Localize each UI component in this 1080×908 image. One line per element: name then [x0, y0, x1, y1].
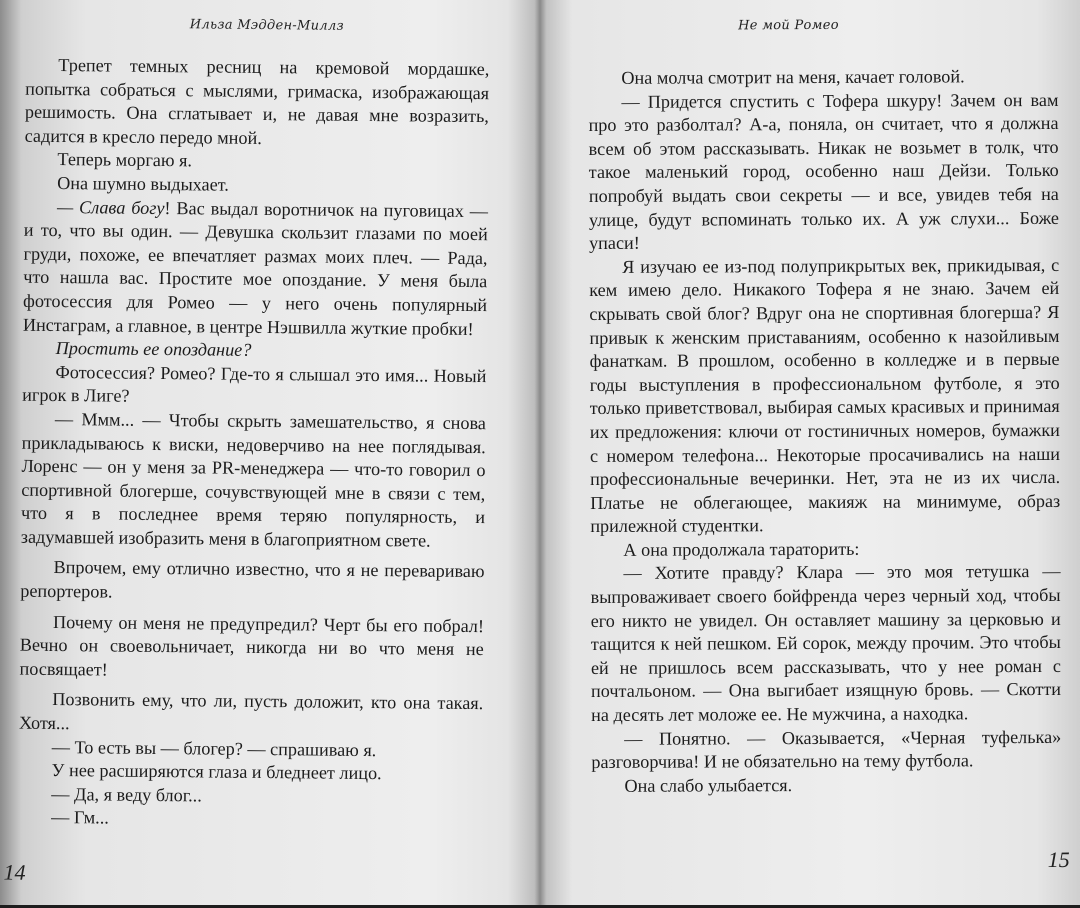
paragraph: — Слава богу! Вас выдал воротничок на пуговицах — и то, что вы один. — Девушка скользит глазами по моей груди, похоже, ее впечатляет размах моих плеч. — Рада, что нашла вас. Простите мое опоздание. У меня была фотосессия для Ромео — у него очень популярный Инстаграм, а главное, в центре Нэшвилла жуткие пробки! — [22, 196, 489, 339]
paragraph: А она продолжала тараторить: — [623, 538, 860, 560]
right-page — [548, 0, 1080, 906]
page-number: 14 — [3, 859, 26, 885]
paragraph: Простить ее опоздание? — [55, 338, 252, 361]
paragraph: — Придется спустить с Тофера шкуру! Зачем он вам про это разболтал? А-а, поняла, он считает, что я должна всем об этом рассказывать. Никак не возьмет в толк, что такое маленький город, особенно наш Дейзи. Только попробуй выдать свои секреты — и все, увидев тебя на улице, будут вспоминать только их. А уж слухи... Боже упаси! — [588, 89, 1059, 254]
paragraph: Она слабо улыбается. — [624, 774, 793, 796]
left-page-text — [18, 54, 489, 834]
paragraph: Почему он меня не предупредил? Черт бы его побрал! Вечно он своевольничает, никогда ни во что меня не посвящает! — [19, 611, 485, 680]
paragraph: У нее расширяются глаза и бледнеет лицо. — [51, 760, 382, 784]
paragraph: — То есть вы — блогер? — спрашиваю я. — [51, 736, 377, 760]
paragraph: Я изучаю ее из-под полуприкрытых век, прикидывая, с кем имею дело. Никакого Тофера я не знаю. Зачем ей скрывать свой блог? Вдруг она не спортивная блогерша? Я привык к женским приставаниям, особенно к назойливым фанаткам. В прошлом, особенно в колледже и в первые годы выступления в профессиональном футболе, я это только приветствовал, выбирая самых красивых и принимая их предложения: ключи от гостиничных номеров, бумажки с номером телефона... Некоторые просачивались на наши профессиональные вечеринки. Нет, эта не из их числа. Платье не облегающее, макияж на минимуме, образ прилежной студентки. — [589, 254, 1061, 537]
paragraph: Трепет темных ресниц на кремовой мордашке, попытка собраться с мыслями, гримаска, изображающая решимость. Она сглатывает и, не давая мне возразить, садится в кресло передо мной. — [24, 55, 490, 148]
running-head-author: Ильза Мэдден-Миллз — [189, 17, 344, 34]
paragraph: — Гм... — [51, 807, 109, 828]
paragraph: — Хотите правду? Клара — это моя тетушка — выпроваживает своего бойфренда через черный ход, чтобы его никто не увидел. Он оставляет машину за церковью и тащится к ней пешком. Ей сорок, между прочим. Это чтобы ей не пришлось всем рассказывать, что у нее роман с почтальоном. — Она выгибает изящную бровь. — Скотти на десять лет моложе ее. Не мужчина, а находка. — [590, 561, 1062, 726]
paragraph: — Да, я веду блог... — [51, 783, 202, 806]
page-number: 15 — [1047, 846, 1070, 872]
paragraph: — Понятно. — Оказывается, «Черная туфелька» разговорчива! И не обязательно на тему футбола. — [591, 726, 1062, 773]
paragraph: Теперь моргаю я. — [57, 149, 193, 171]
paragraph: Позвонить ему, что ли, пусть доложит, кто она такая. Хотя... — [18, 689, 484, 734]
paragraph: Она молча смотрит на меня, качает головой. — [621, 66, 965, 88]
running-head-title: Не мой Ромео — [738, 17, 839, 34]
paragraph: Она шумно выдыхает. — [57, 172, 229, 195]
left-page — [0, 0, 528, 907]
paragraph: — Ммм... — Чтобы скрыть замешательство, я снова прикладываюсь к виски, недоверчиво на нее поглядывая. Лоренс — он у меня за PR-менеджера — что-то говорил о спортивной блогерше, сочувствующей мне в связи с тем, что я в последнее время теряю популярность, и задумавшей изобразить меня в благоприятном свете. — [20, 408, 487, 551]
right-page-text — [588, 65, 1061, 798]
paragraph: Впрочем, ему отлично известно, что я не перевариваю репортеров. — [20, 557, 485, 602]
paragraph: Фотосессия? Ромео? Где-то я слышал это имя... Новый игрок в Лиге? — [22, 361, 487, 407]
